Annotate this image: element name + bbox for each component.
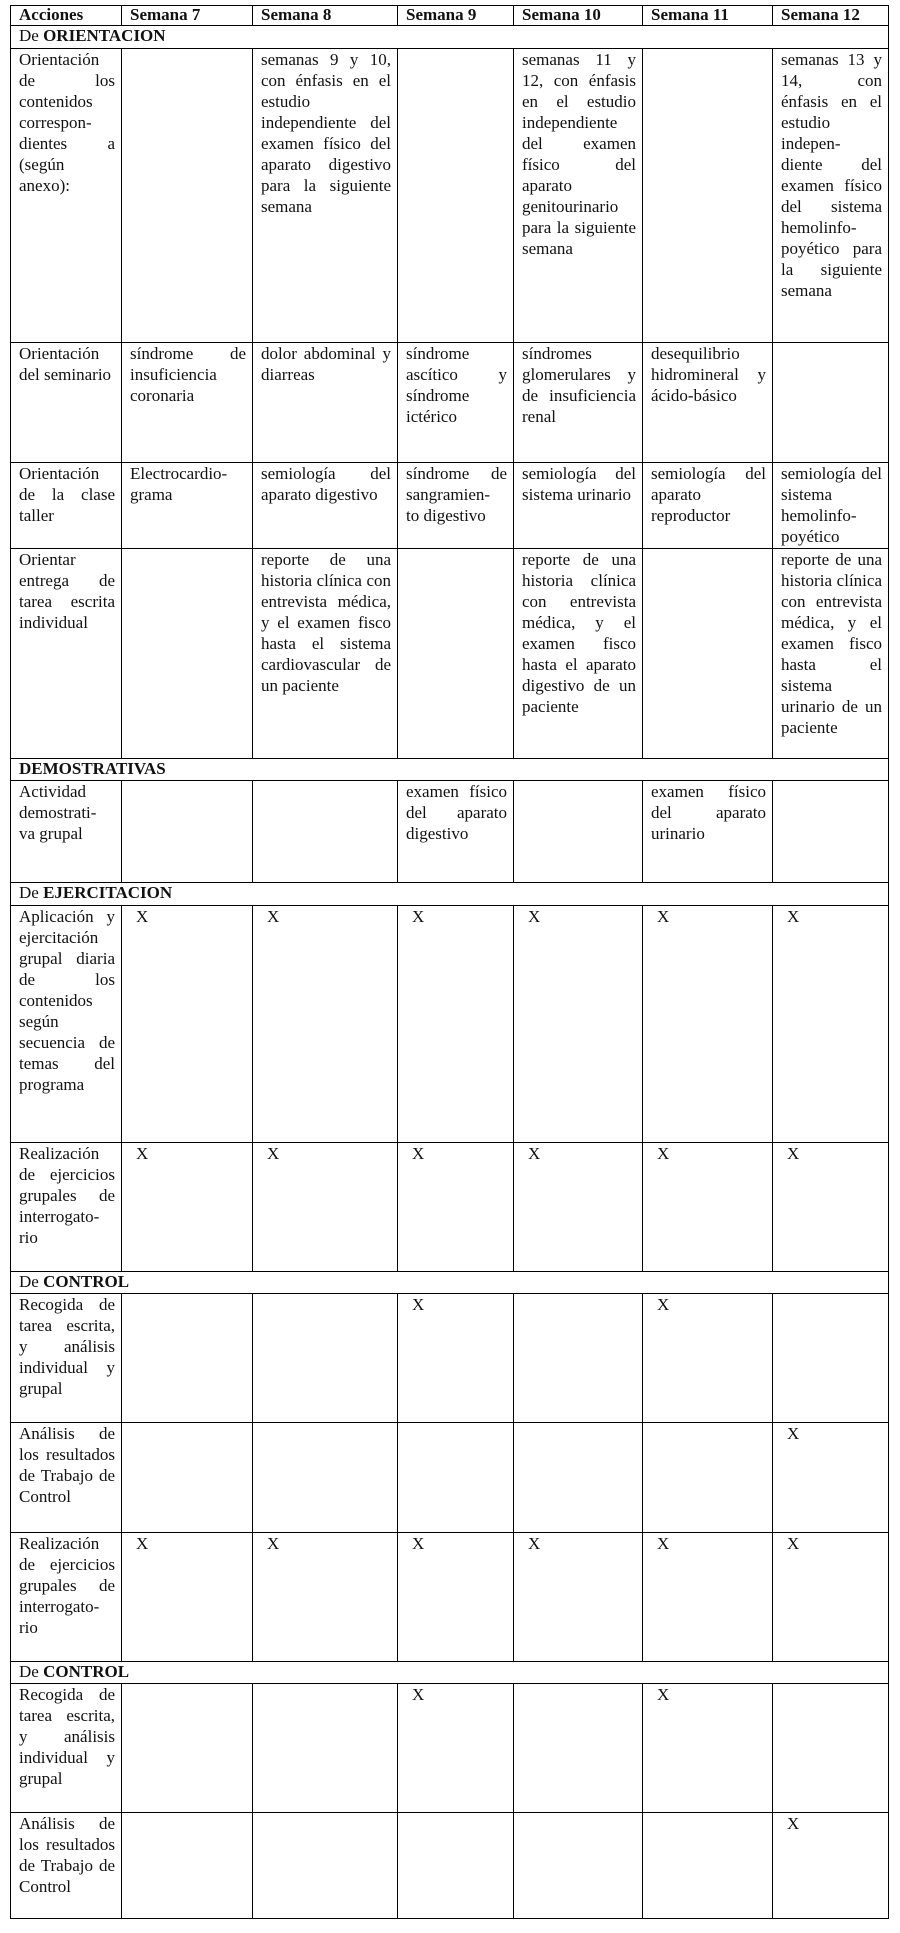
table-row [11,781,889,883]
check-mark-cell: X [398,1143,514,1272]
section-row [11,1662,889,1684]
action-cell: Recogida de tarea escrita, y análisis individual y grupal [11,1294,122,1423]
week-cell [122,1684,253,1813]
week-cell [398,1423,514,1533]
week-cell: semanas 11 y 12, con énfasis en el estudio independiente del examen físico del aparato genitourinario para la siguiente semana [514,49,643,343]
table-row [11,1143,889,1272]
week-cell: dolor abdominal y diarreas [253,343,398,463]
week-cell: semiología del sistema urinario [514,463,643,549]
check-mark-cell: X [253,1143,398,1272]
week-cell: síndrome de sangramien- to digestivo [398,463,514,549]
week-cell [643,1813,773,1919]
section-title [11,883,889,906]
week-cell: síndromes glomerulares y de insuficiencia renal [514,343,643,463]
action-cell: Aplicación y ejercitación grupal diaria de los contenidos según secuencia de temas del programa [11,906,122,1143]
week-cell [122,1813,253,1919]
section-title [11,26,889,49]
check-mark-cell: X [643,906,773,1143]
week-cell [514,1423,643,1533]
week-cell [253,1813,398,1919]
week-cell [253,1294,398,1423]
column-header: Semana 9 [398,6,514,26]
week-cell [398,549,514,759]
section-name: ORIENTACION [43,26,166,45]
section-prefix: De [19,26,44,45]
week-cell: Electrocardio- grama [122,463,253,549]
week-cell: desequilibrio hidromineral y ácido-básico [643,343,773,463]
week-cell [253,1684,398,1813]
action-cell: Análisis de los resultados de Trabajo de Control [11,1813,122,1919]
week-cell [643,1423,773,1533]
action-cell: Orientación de la clase taller [11,463,122,549]
week-cell [643,549,773,759]
check-mark-cell: X [398,1684,514,1813]
check-mark-cell: X [122,1533,253,1662]
week-cell [514,1294,643,1423]
section-name: CONTROL [43,1662,130,1681]
check-mark-cell: X [773,906,889,1143]
action-cell: Orientar entrega de tarea escrita individual [11,549,122,759]
action-cell: Orientación del seminario [11,343,122,463]
week-cell: semanas 9 y 10, con énfasis en el estudio independiente del examen físico del aparato digestivo para la siguiente semana [253,49,398,343]
week-cell: reporte de una historia clínica con entrevista médica, y el examen fisco hasta el aparato digestivo de un paciente [514,549,643,759]
section-name: CONTROL [43,1272,130,1291]
check-mark-cell: X [773,1423,889,1533]
week-cell [253,781,398,883]
check-mark-cell: X [643,1533,773,1662]
check-mark-cell: X [773,1813,889,1919]
week-cell [773,343,889,463]
check-mark-cell: X [398,1533,514,1662]
section-row [11,883,889,906]
column-header: Semana 10 [514,6,643,26]
table-row [11,49,889,343]
check-mark-cell: X [398,1294,514,1423]
check-mark-cell: X [514,1143,643,1272]
action-cell: Análisis de los resultados de Trabajo de Control [11,1423,122,1533]
section-row [11,26,889,49]
action-cell: Actividad demostrati- va grupal [11,781,122,883]
section-title [11,759,889,781]
week-cell: semanas 13 y 14, con énfasis en el estudio indepen- diente del examen físico del sistema hemolinfo- poyético para la siguiente semana [773,49,889,343]
table-row [11,343,889,463]
table-row [11,906,889,1143]
check-mark-cell: X [773,1533,889,1662]
table-row [11,1294,889,1423]
table-row [11,1684,889,1813]
section-row [11,1272,889,1294]
check-mark-cell: X [643,1294,773,1423]
check-mark-cell: X [253,1533,398,1662]
check-mark-cell: X [643,1684,773,1813]
action-cell: Realización de ejercicios grupales de interrogato- rio [11,1533,122,1662]
table-row [11,1533,889,1662]
week-cell: examen físico del aparato urinario [643,781,773,883]
week-cell [253,1423,398,1533]
week-cell: semiología del aparato digestivo [253,463,398,549]
table-row [11,463,889,549]
week-cell [122,781,253,883]
week-cell: síndrome de insuficiencia coronaria [122,343,253,463]
check-mark-cell: X [773,1143,889,1272]
weekly-actions-table [10,5,889,1919]
week-cell [514,1684,643,1813]
table-row [11,1813,889,1919]
week-cell [398,49,514,343]
section-name: EJERCITACION [43,883,173,902]
check-mark-cell: X [514,906,643,1143]
week-cell: reporte de una historia clínica con entrevista médica, y el examen fisco hasta el sistema urinario de un paciente [773,549,889,759]
action-cell: Realización de ejercicios grupales de interrogato- rio [11,1143,122,1272]
table-row [11,1423,889,1533]
week-cell: síndrome ascítico y síndrome ictérico [398,343,514,463]
week-cell [398,1813,514,1919]
action-cell: Orientación de los contenidos correspon- dientes a (según anexo): [11,49,122,343]
table-row [11,549,889,759]
week-cell [773,1684,889,1813]
week-cell [514,1813,643,1919]
section-title [11,1662,889,1684]
section-name: DEMOSTRATIVAS [19,759,166,778]
column-header: Semana 12 [773,6,889,26]
column-header: Semana 7 [122,6,253,26]
header-row [11,6,889,26]
action-cell: Recogida de tarea escrita, y análisis individual y grupal [11,1684,122,1813]
column-header: Acciones [11,6,122,26]
week-cell: semiología del aparato reproductor [643,463,773,549]
section-prefix: De [19,1662,44,1681]
week-cell: examen físico del aparato digestivo [398,781,514,883]
check-mark-cell: X [514,1533,643,1662]
week-cell [643,49,773,343]
column-header: Semana 11 [643,6,773,26]
check-mark-cell: X [253,906,398,1143]
week-cell [122,49,253,343]
section-row [11,759,889,781]
check-mark-cell: X [122,1143,253,1272]
week-cell [122,549,253,759]
section-prefix: De [19,883,44,902]
check-mark-cell: X [122,906,253,1143]
section-title [11,1272,889,1294]
section-prefix: De [19,1272,44,1291]
column-header: Semana 8 [253,6,398,26]
week-cell [773,781,889,883]
check-mark-cell: X [398,906,514,1143]
week-cell [773,1294,889,1423]
week-cell [122,1423,253,1533]
check-mark-cell: X [643,1143,773,1272]
week-cell: semiología del sistema hemolinfo- poyético [773,463,889,549]
week-cell [122,1294,253,1423]
week-cell: reporte de una historia clínica con entrevista médica, y el examen fisco hasta el sistema cardiovascular de un paciente [253,549,398,759]
week-cell [514,781,643,883]
